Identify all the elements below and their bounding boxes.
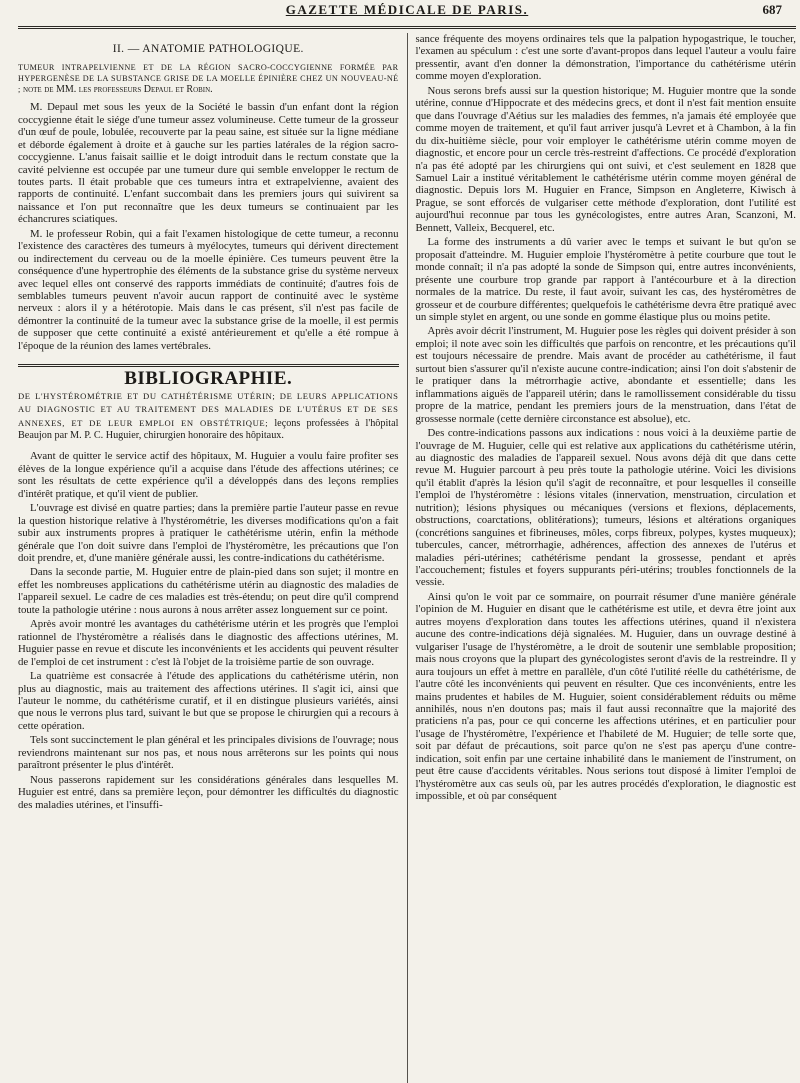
article-title-authors: note de MM. les professeurs Depaul et Robin. (23, 83, 213, 95)
paragraph: L'ouvrage est divisé en quatre parties; dans la première partie l'auteur passe en revue la question historique relative à l'hystérométrie, les diverses modifications qu'on a fait subir aux instruments propres à pratiquer le cathétérisme utérin, enfin la méthode générale que l'on doit suivre dans l'emploi de l'hystéromètre, les précautions que l'on doit prendre, et, d'une manière générale aussi, les contre-indications du cathétérisme. (18, 502, 399, 564)
paragraph: Dans la seconde partie, M. Huguier entre de plain-pied dans son sujet; il montre en effet les nombreuses applications du cathétérisme utérin au diagnostic des maladies de l'appareil sexuel. Le cadre de ces maladies est très-étendu; on peut dire qu'il comprend toute la pathologie utérine : nous aurons à nous arrêter assez longuement sur ce point. (18, 566, 399, 616)
bibliography-heading: BIBLIOGRAPHIE. (124, 368, 293, 390)
paragraph: Des contre-indications passons aux indications : nous voici à la deuxième partie de l'ouvrage de M. Huguier, celle qui est relative aux applications du cathétérisme utérin, au diagnostic des maladies de l'appareil sexuel. Nous avons déjà dit que dans cette revue M. Huguier parcourt à peu près toute la pathologie utérine. Voici les divisions qu'il établit d'après la lésion qu'il s'agit de reconnaître, et pour lesquelles il conseille l'emploi de l'hystéromètre : lésions vitales (innervation, menstruation, circulation et nutrition); lésions physiques ou mécaniques (versions et flexions, déplacements, obstructions, coarctations, oblitérations); tumeurs, lésions et altérations organiques (concrétions sanguines et fibrineuses, môles, corps fibreux, polypes, kystes muqueux); tubercules, cancer, métrorrhagie, adhérences, affection des annexes de l'utérus et maladies péri-utérines; cathétérisme pendant la grossesse, pendant et après l'accouchement; fistules et foyers suppurants péri-utérins; troubles fonctionnels de la vessie. (415, 427, 796, 589)
paragraph: Ainsi qu'on le voit par ce sommaire, on pourrait résumer d'une manière générale l'opinion de M. Huguier en disant que le cathétérisme est utile, et devra être joint aux autres moyens d'exploration dans toutes les affections utérines, quand il n'existera aucune des contre-indications déjà signalées. M. Huguier, dans un ouvrage destiné à vulgariser l'usage de l'hystéromètre, a le droit de soutenir une semblable proposition; mais nous croyons que la plupart des gynécologistes seront d'avis de la restreindre. Il y aura toujours un effet à mettre en parallèle, d'un côté l'utilité réelle du cathétérisme, de l'autre côté les inconvénients qui peuvent en résulter. Que ces inconvénients, entre les mains prudentes et habiles de M. Huguier, soient considérablement réduits ou même annihilés, nous n'en doutons pas; mais il faut aussi reconnaître que la majorité des praticiens n'a pas, pour ce qui concerne les affections utérines, et en particulier pour l'usage de l'hystéromètre, l'expérience et l'habileté de M. Huguier; de telle sorte que, soit par défaut de précautions, soit parce qu'on ne s'est pas aperçu d'une contre-indication, soit enfin par une certaine inhabilité dans le maniement de l'instrument, on peut être cause d'accidents véritables. Nous serions tout disposé à limiter l'emploi de l'hystéromètre aux cas seuls où, par les autres procédés d'exploration, le diagnostic est impossible, et où par conséquent (415, 590, 796, 803)
paragraph: Nous serons brefs aussi sur la question historique; M. Huguier montre que la sonde utérine, connue d'Hippocrate et des médecins grecs, et dont il n'est fait mention ensuite que dans l'ouvrage d'Aétius sur les maladies des femmes, n'a jamais été employée que comme moyen de traitement, et qu'il faut arriver jusqu'à Levret et à Chambon, à la fin du dix-huitième siècle, pour voir employer le cathétérisme utérin comme moyen de diagnostic, et encore pour un cercle très-restreint d'affections. Ce procédé d'exploration n'a pas été adopté par les chirurgiens qui ont suivi, et c'est seulement en 1828 que Samuel Lair a institué véritablement le cathétérisme utérin comme moyen général de diagnostic. Depuis lors M. Huguier en France, Simpson en Angleterre, Kiwisch à Prague, se sont efforcés de vulgariser cette méthode d'exploration, dont l'utilité est aujourd'hui reconnue par tous les gynécologistes, entre autres Aran, Scanzoni, M. Bennett, Valleix, Becquerel, etc. (415, 84, 796, 234)
paragraph: Tels sont succinctement le plan général et les principales divisions de l'ouvrage; nous reviendrons maintenant sur nos pas, et nous nous arrêterons sur les points qui nous paraîtront présenter le plus d'intérêt. (18, 734, 399, 772)
paragraph: Avant de quitter le service actif des hôpitaux, M. Huguier a voulu faire profiter ses élèves de la longue expérience qu'il a acquise dans l'étude des affections utérines; ce sont les résultats de cette expérience qu'il a développés dans des leçons remplies d'intérêt pratique, et qu'il vient de publier. (18, 450, 399, 500)
two-column-body (18, 33, 796, 1083)
paragraph: M. Depaul met sous les yeux de la Société le bassin d'un enfant dont la région coccygienne était le siége d'une tumeur assez volumineuse. Cette tumeur de la grosseur d'un œuf de poule, lobulée, recouverte par la peau saine, est située sur la ligne médiane et déborde également à droite et à gauche sur les parties latérales de la région sacro-coccygienne. L'anus faisait saillie et le doigt introduit dans le rectum constate que la cavité pelvienne est occupée par une tumeur dure qui semble envelopper le rectum de toutes parts. Il était probable que ces tumeurs intra et extrapelvienne, avaient des rapports de continuité. L'enfant succombait dans les premiers jours qui suivirent sa naissance et l'on put reconnaître que les deux tumeurs se continuaient par les échancrures sciatiques. (18, 101, 399, 226)
page-number: 687 (762, 2, 782, 17)
journal-title: GAZETTE MÉDICALE DE PARIS. (285, 2, 529, 17)
paragraph: sance fréquente des moyens ordinaires tels que la palpation hypogastrique, le toucher, l'examen au spéculum : c'est une sorte d'avant-propos dans lequel l'auteur a voulu faire pressentir, avant d'en donner la démonstration, l'importance du cathétérisme utérin comme moyen d'exploration. (415, 33, 796, 83)
paragraph: M. le professeur Robin, qui a fait l'examen histologique de cette tumeur, a reconnu l'existence des caractères des tumeurs à myélocytes, tumeurs qui dérivent directement ou indirectement du cerveau ou de la moelle épinière. Ces tumeurs peuvent être la conséquence d'une hypertrophie des éléments de la substance grise du système nerveux avec lequel elles ont conservé des rapports immédiats de continuité; d'autres fois de semblables tumeurs peuvent n'avoir aucun rapport de continuité avec le système nerveux : alors il y a hétérotopie. Mais dans le cas présent, s'il n'est pas facile de démontrer la continuité de la tumeur avec la substance grise de la moelle, il est permis de supposer que cette continuité a existé antérieurement et qu'elle a été rompue à l'époque de la réunion des lames vertébrales. (18, 227, 399, 352)
paragraph: La quatrième est consacrée à l'étude des applications du cathétérisme utérin, non plus au diagnostic, mais au traitement des affections utérines. Il s'agit ici, ainsi que l'auteur le nomme, du cathétérisme curatif, et il en distingue plusieurs variétés, ainsi que nous le verrons plus tard, suivant le but que se propose le chirurgien qui a recours à cette opération. (18, 670, 399, 732)
right-column (408, 33, 797, 1083)
section-title: II. — ANATOMIE PATHOLOGIQUE. (112, 43, 304, 55)
book-title-subtitle: leçons professées à l'hôpital Beaujon par M. P. C. Huguier, chirurgien honoraire des hôpitaux. (18, 417, 399, 441)
paragraph: Après avoir décrit l'instrument, M. Huguier pose les règles qui doivent présider à son emploi; il note avec soin les difficultés que parfois on rencontre, et les précautions qu'il est toujours nécessaire de prendre. Mais avant de procéder au cathétérisme, il faut surtout bien s'assurer qu'il n'existe aucune contre-indication; ainsi l'on doit s'abstenir de le pratiquer dans la métrorrhagie active, abondante et essentielle; dans les inflammations aiguës de l'appareil utérin; dans le ramollissement considérable du tissu propre de la matrice, pendant les premiers jours de la menstruation, dans l'état de grossesse normale (cette dernière circonstance est absolue), etc. (415, 325, 796, 425)
book-title (18, 390, 399, 443)
section-divider (18, 364, 399, 367)
book-title-caps: DE L'HYSTÉROMÉTRIE ET DU CATHÉTÉRISME UTÉRIN; DE LEURS APPLICATIONS AU DIAGNOSTIC ET AU TRAITEMENT DES MALADIES DE L'UTÉRUS ET DE SES ANNEXES, ET DE LEUR EMPLOI EN OBSTÉTRIQUE; (18, 390, 399, 428)
paragraph: Après avoir montré les avantages du cathétérisme utérin et les progrès que l'emploi rationnel de l'hystéromètre a réalisés dans le diagnostic des affections utérines, M. Huguier passe en revue et discute les inconvénients et les accidents qui peuvent résulter de l'emploi de cet instrument : c'est là l'objet de la troisième partie de son ouvrage. (18, 618, 399, 668)
paragraph: La forme des instruments a dû varier avec le temps et suivant le but qu'on se proposait d'atteindre. M. Huguier emploie l'hystéromètre à petite courbure que tout le monde connaît; il n'a pas adopté la sonde de Simpson qui, entre autres inconvénients, présente une courbure trop grande par rapport à l'antécourbure et à la direction normales de la matrice. Du reste, il faut avoir, suivant les cas, des hystéromètres de grosseur et de courbure différentes; quelquefois le cathétérisme devra être pratiqué avec un simple stylet en argent, ou une sonde en gomme élastique plus ou moins petite. (415, 236, 796, 323)
page-header (18, 0, 796, 29)
article-title-caps: TUMEUR INTRAPELVIENNE ET DE LA RÉGION SACRO-COCCYGIENNE FORMÉE PAR HYPERGENÈSE DE LA SUBSTANCE GRISE DE LA MOELLE ÉPINIÈRE CHEZ UN NOUVEAU-NÉ ; (18, 63, 399, 94)
paragraph: Nous passerons rapidement sur les considérations générales dans lesquelles M. Huguier est entré, dans sa première leçon, pour démontrer les difficultés du diagnostic des maladies utérines, et l'insuffi- (18, 773, 399, 811)
left-column (18, 33, 408, 1083)
article-title (18, 63, 399, 95)
